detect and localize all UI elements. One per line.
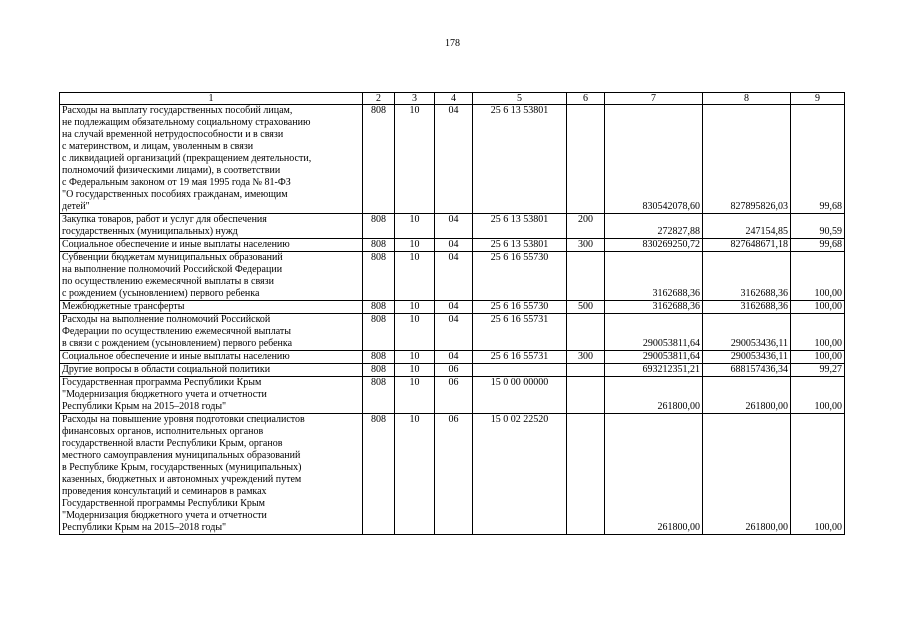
- table-row: [60, 105, 845, 214]
- description-line: Социальное обеспечение и иные выплаты населению: [62, 351, 290, 362]
- col-5-cell: 25 6 13 53801: [473, 105, 567, 214]
- description-line: Закупка товаров, работ и услуг для обеспечения: [62, 214, 267, 225]
- description-line: Республики Крым на 2015–2018 годы": [62, 522, 227, 533]
- header-col-2: 2: [363, 93, 395, 105]
- col-8-cell: 261800,00: [703, 414, 791, 535]
- col-7-cell: 3162688,36: [605, 252, 703, 301]
- col-5-cell: [473, 364, 567, 377]
- budget-table: [59, 92, 845, 535]
- description-line: Государственной программы Республики Крым: [62, 498, 265, 509]
- col-5-cell: 25 6 16 55731: [473, 351, 567, 364]
- col-6-cell: 200: [567, 214, 605, 239]
- col-3-cell: 10: [395, 414, 435, 535]
- description-line: Межбюджетные трансферты: [62, 301, 185, 312]
- table-row: [60, 252, 845, 301]
- description-line: казенных, бюджетных и автономных учреждений путем: [62, 474, 302, 485]
- header-col-8: 8: [703, 93, 791, 105]
- col-9-cell: 99,68: [791, 105, 845, 214]
- table-body: [60, 105, 845, 535]
- col-4-cell: 04: [435, 105, 473, 214]
- description-line: на случай временной нетрудоспособности и в связи: [62, 129, 284, 140]
- col-5-cell: 15 0 02 22520: [473, 414, 567, 535]
- col-2-cell: 808: [363, 252, 395, 301]
- col-9-cell: 100,00: [791, 351, 845, 364]
- col-8-cell: 261800,00: [703, 377, 791, 414]
- col-2-cell: 808: [363, 364, 395, 377]
- row-description: [60, 252, 363, 301]
- description-line: с материнством, и лицам, уволенным в связи: [62, 141, 254, 152]
- description-line: местного самоуправления муниципальных образований: [62, 450, 301, 461]
- col-6-cell: [567, 252, 605, 301]
- col-4-cell: 06: [435, 377, 473, 414]
- col-7-cell: 272827,88: [605, 214, 703, 239]
- col-8-cell: 290053436,11: [703, 314, 791, 351]
- description-line: с рождением (усыновлением) первого ребенка: [62, 288, 260, 299]
- description-line: "Модернизация бюджетного учета и отчетности: [62, 510, 267, 521]
- col-7-cell: 261800,00: [605, 414, 703, 535]
- description-line: государственных (муниципальных) нужд: [62, 226, 238, 237]
- col-8-cell: 827895826,03: [703, 105, 791, 214]
- col-6-cell: [567, 364, 605, 377]
- col-7-cell: 693212351,21: [605, 364, 703, 377]
- col-5-cell: 25 6 16 55730: [473, 252, 567, 301]
- col-3-cell: 10: [395, 239, 435, 252]
- col-3-cell: 10: [395, 351, 435, 364]
- table-row: [60, 377, 845, 414]
- col-7-cell: 290053811,64: [605, 351, 703, 364]
- description-line: в Республике Крым, государственных (муниципальных): [62, 462, 302, 473]
- col-8-cell: 3162688,36: [703, 301, 791, 314]
- col-9-cell: 100,00: [791, 301, 845, 314]
- col-7-cell: 3162688,36: [605, 301, 703, 314]
- row-description: [60, 351, 363, 364]
- col-6-cell: [567, 314, 605, 351]
- description-line: не подлежащим обязательному социальному страхованию: [62, 117, 311, 128]
- row-description: [60, 239, 363, 252]
- description-line: Социальное обеспечение и иные выплаты населению: [62, 239, 290, 250]
- col-9-cell: 90,59: [791, 214, 845, 239]
- col-8-cell: 827648671,18: [703, 239, 791, 252]
- row-description: [60, 414, 363, 535]
- row-description: [60, 377, 363, 414]
- table-row: [60, 214, 845, 239]
- description-line: Республики Крым на 2015–2018 годы": [62, 401, 227, 412]
- table-row: [60, 364, 845, 377]
- col-2-cell: 808: [363, 314, 395, 351]
- col-2-cell: 808: [363, 105, 395, 214]
- col-2-cell: 808: [363, 414, 395, 535]
- description-line: проведения консультаций и семинаров в рамках: [62, 486, 267, 497]
- col-3-cell: 10: [395, 214, 435, 239]
- col-8-cell: 3162688,36: [703, 252, 791, 301]
- table-row: [60, 301, 845, 314]
- row-description: [60, 364, 363, 377]
- col-2-cell: 808: [363, 377, 395, 414]
- col-3-cell: 10: [395, 314, 435, 351]
- header-col-1: 1: [60, 93, 363, 105]
- col-9-cell: 99,68: [791, 239, 845, 252]
- description-line: Расходы на выполнение полномочий Российской: [62, 314, 271, 325]
- col-4-cell: 04: [435, 239, 473, 252]
- col-9-cell: 100,00: [791, 414, 845, 535]
- description-line: по осуществлению ежемесячной выплаты в связи: [62, 276, 274, 287]
- col-6-cell: [567, 414, 605, 535]
- col-2-cell: 808: [363, 214, 395, 239]
- col-9-cell: 99,27: [791, 364, 845, 377]
- row-description: [60, 214, 363, 239]
- header-col-6: 6: [567, 93, 605, 105]
- table-row: [60, 314, 845, 351]
- description-line: Расходы на повышение уровня подготовки специалистов: [62, 414, 305, 425]
- col-7-cell: 290053811,64: [605, 314, 703, 351]
- col-7-cell: 261800,00: [605, 377, 703, 414]
- col-5-cell: 15 0 00 00000: [473, 377, 567, 414]
- col-5-cell: 25 6 16 55730: [473, 301, 567, 314]
- header-col-5: 5: [473, 93, 567, 105]
- col-6-cell: 300: [567, 351, 605, 364]
- description-line: Другие вопросы в области социальной политики: [62, 364, 271, 375]
- col-3-cell: 10: [395, 105, 435, 214]
- description-line: "Модернизация бюджетного учета и отчетности: [62, 389, 267, 400]
- col-2-cell: 808: [363, 239, 395, 252]
- col-8-cell: 247154,85: [703, 214, 791, 239]
- col-8-cell: 688157436,34: [703, 364, 791, 377]
- description-line: финансовых органов, исполнительных органов: [62, 426, 264, 437]
- description-line: в связи с рождением (усыновлением) первого ребенка: [62, 338, 293, 349]
- description-line: с ликвидацией организаций (прекращением деятельности,: [62, 153, 312, 164]
- col-4-cell: 06: [435, 414, 473, 535]
- col-9-cell: 100,00: [791, 377, 845, 414]
- col-2-cell: 808: [363, 351, 395, 364]
- col-3-cell: 10: [395, 364, 435, 377]
- table-row: [60, 351, 845, 364]
- col-6-cell: [567, 105, 605, 214]
- col-4-cell: 06: [435, 364, 473, 377]
- row-description: [60, 314, 363, 351]
- col-4-cell: 04: [435, 301, 473, 314]
- table-header-row: [60, 93, 845, 105]
- col-4-cell: 04: [435, 314, 473, 351]
- description-line: детей": [62, 201, 90, 212]
- description-line: полномочий физическими лицами), в соответствии: [62, 165, 281, 176]
- description-line: на выполнение полномочий Российской Федерации: [62, 264, 283, 275]
- table-row: [60, 414, 845, 535]
- col-9-cell: 100,00: [791, 314, 845, 351]
- description-line: Государственная программа Республики Крым: [62, 377, 262, 388]
- col-5-cell: 25 6 13 53801: [473, 239, 567, 252]
- col-4-cell: 04: [435, 252, 473, 301]
- description-line: государственной власти Республики Крым, органов: [62, 438, 283, 449]
- col-5-cell: 25 6 13 53801: [473, 214, 567, 239]
- col-4-cell: 04: [435, 214, 473, 239]
- col-2-cell: 808: [363, 301, 395, 314]
- col-3-cell: 10: [395, 301, 435, 314]
- header-col-4: 4: [435, 93, 473, 105]
- col-8-cell: 290053436,11: [703, 351, 791, 364]
- page-number: 178: [445, 38, 460, 49]
- header-col-3: 3: [395, 93, 435, 105]
- col-7-cell: 830542078,60: [605, 105, 703, 214]
- header-col-9: 9: [791, 93, 845, 105]
- description-line: Субвенции бюджетам муниципальных образований: [62, 252, 283, 263]
- description-line: Расходы на выплату государственных пособий лицам,: [62, 105, 293, 116]
- description-line: с Федеральным законом от 19 мая 1995 года № 81-ФЗ: [62, 177, 291, 188]
- col-4-cell: 04: [435, 351, 473, 364]
- description-line: Федерации по осуществлению ежемесячной выплаты: [62, 326, 292, 337]
- row-description: [60, 105, 363, 214]
- col-5-cell: 25 6 16 55731: [473, 314, 567, 351]
- table-row: [60, 239, 845, 252]
- col-6-cell: [567, 377, 605, 414]
- col-3-cell: 10: [395, 252, 435, 301]
- col-9-cell: 100,00: [791, 252, 845, 301]
- row-description: [60, 301, 363, 314]
- header-col-7: 7: [605, 93, 703, 105]
- col-7-cell: 830269250,72: [605, 239, 703, 252]
- description-line: "О государственных пособиях гражданам, имеющим: [62, 189, 288, 200]
- col-6-cell: 500: [567, 301, 605, 314]
- col-6-cell: 300: [567, 239, 605, 252]
- col-3-cell: 10: [395, 377, 435, 414]
